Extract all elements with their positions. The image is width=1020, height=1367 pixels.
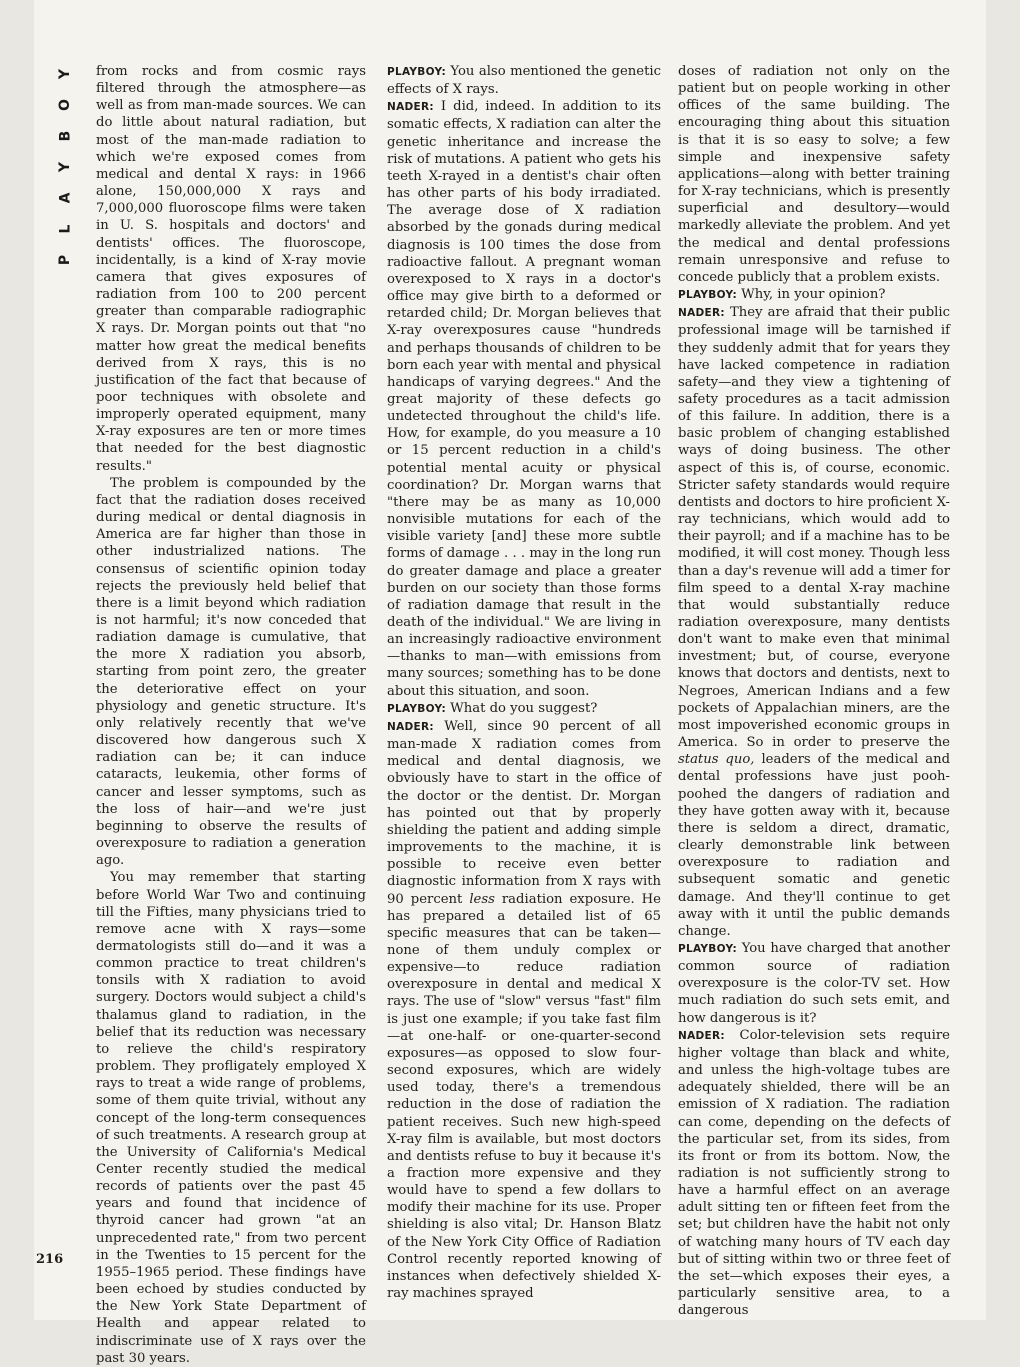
paragraph: The problem is compounded by the fact that the radiation doses received during medical or dental diagnosis in America are far higher than those in other industrialized nations. The consensus of scientific opinion today rejects the previously held belief that there is a limit beyond which radiation is not harmful; it's now conceded that radiation damage is cumulative, that the more X radiation you absorb, starting from point zero, the greater the deteriorative effect on your physiology and genetic structure. It's only relatively recently that we've discovered how dangerous such X radiation can be; it can induce cataracts, leukemia, other forms of cancer and lesser symptoms, such as the loss of hair—and we're just beginning to observe the results of overexposure to radiation a generation ago. xyxy=(96,475,366,869)
speaker-label: NADER: xyxy=(387,101,434,114)
speaker-label: PLAYBOY: xyxy=(387,66,446,78)
question-text: What do you suggest? xyxy=(450,700,598,716)
text-column-3 xyxy=(678,63,950,1319)
emphasis-text: less xyxy=(469,891,495,907)
running-head-letter: O xyxy=(57,99,73,111)
interview-question xyxy=(387,700,661,718)
interview-question xyxy=(678,940,950,1027)
running-head-letter: B xyxy=(56,130,73,142)
speaker-label: PLAYBOY: xyxy=(387,702,446,715)
interview-question xyxy=(678,286,950,304)
answer-text: I did, indeed. In addition to its somatic effects, X radiation can alter the genetic inheritance and increase the risk of mutations. A patient who gets his teeth X-rayed in a dentist's chair often has other parts of his body irradiated. The average dose of X radiation absorbed by the gonads during medical diagnosis is 100 times the dose from radioactive fallout. A pregnant woman overexposed to X rays in a doctor's office may give birth to a deformed or retarded child; Dr. Morgan believes that X-ray overexposures cause "hundreds and perhaps thousands of children to be born each year with mental and physical handicaps of varying degrees." And the great majority of these defects go undetected throughout the child's life. How, for example, do you measure a 10 or 15 percent reduction in a child's potential mental acuity or physical coordination? Dr. Morgan warns that "there may be as many as 10,000 nonvisible mutations for each of the visible variety [and] these more subtle forms of damage . . . may in the long run do greater damage and place a greater burden on our society than those forms of radiation damage that result in the death of the individual." We are living in an increasingly radioactive environment—thanks to man—with emissions from many sources; something has to be done about this situation, and soon. xyxy=(387,99,661,699)
question-text: You have charged that another common source of radiation overexposure is the color-TV set. How much radiation do such sets emit, and how dangerous is it? xyxy=(678,940,950,1026)
running-head xyxy=(52,66,78,268)
interview-answer xyxy=(387,718,661,1302)
text-column-2 xyxy=(387,63,661,1302)
running-head-letter: P xyxy=(56,254,73,266)
answer-text: radiation exposure. He has prepared a detailed list of 65 specific measures that can be taken—none of them unduly complex or expensive—to reduce radiation overexposure in dental and medical X rays. The use of "slow" versus "fast" film is just one example; if you take fast film—at one-half- or one-quarter-second exposures—as opposed to slow four-second exposures, which are widely used today, there's a tremendous reduction in the dose of radiation the patient receives. Such new high-speed X-ray film is available, but most doctors and dentists refuse to buy it because it's a fraction more expensive and they would have to spend a few dollars to modify their machine for its use. Proper shielding is also vital; Dr. Hanson Blatz of the New York City Office of Radiation Control recently reported knowing of instances when defectively shielded X-ray machines sprayed xyxy=(387,891,661,1302)
page-number: 216 xyxy=(36,1252,64,1267)
answer-text: Well, since 90 percent of all man-made X radiation comes from medical and dental diagnosis, we obviously have to start in the office of the doctor or the dentist. Dr. Morgan has pointed out that by properly shielding the patient and adding simple improvements to the machine, it is possible to receive even better diagnostic information from X rays with 90 percent xyxy=(387,718,661,907)
interview-answer xyxy=(678,304,950,940)
answer-text: Color-television sets require higher voltage than black and white, and unless the high-voltage tubes are adequately shielded, there will be an emission of X radiation. The radiation can come, depending on the defects of the particular set, from its sides, from its front or from its bottom. Now, the radiation is not sufficiently strong to have a harmful effect on an average adult sitting ten or fifteen feet from the set; but children have the habit not only of watching many hours of TV each day but of sitting within two or three feet of the set—which exposes their eyes, a particularly sensitive area, to a dangerous xyxy=(678,1027,950,1319)
paragraph: You may remember that starting before World War Two and continuing till the Fifties, many physicians tried to remove acne with X rays—some dermatologists still do—and it was a common practice to treat children's tonsils with X radiation to avoid surgery. Doctors would subject a child's thalamus gland to radiation, in the belief that its reduction was necessary to relieve the child's respiratory problem. They profligately employed X rays to treat a wide range of problems, some of them quite trivial, without any concept of the long-term consequences of such treatments. A research group at the University of California's Medical Center recently studied the medical records of patients over the past 45 years and found that incidence of thyroid cancer had grown "at an unprecedented rate," from two percent in the Twenties to 15 percent for the 1955–1965 period. These findings have been echoed by studies conducted by the New York State Department of Health and appear related to indiscriminate use of X rays over the past 30 years. xyxy=(96,870,366,1366)
paragraph: doses of radiation not only on the patient but on people working in other offices of the same building. The encouraging thing about this situation is that it is so easy to solve; a few simple and inexpensive safety applications—along with better training for X-ray technicians, which is presently superficial and desultory—would markedly alleviate the problem. And yet the medical and dental professions remain unresponsive and refuse to concede publicly that a problem exists. xyxy=(678,64,950,285)
running-head-letter: Y xyxy=(56,161,73,173)
running-head-letter: L xyxy=(56,224,73,234)
text-column-1 xyxy=(96,63,366,1367)
speaker-label: NADER: xyxy=(678,1029,725,1042)
question-text: Why, in your opinion? xyxy=(741,287,886,303)
emphasis-text: status quo, xyxy=(678,752,755,768)
interview-question xyxy=(387,63,661,98)
interview-answer xyxy=(387,98,661,699)
speaker-label: PLAYBOY: xyxy=(678,942,737,955)
answer-text: They are afraid that their public professional image will be tarnished if they suddenly admit that for years they have lacked competence in radiation safety—and they view a tightening of safety procedures as a tacit admission of this failure. In addition, there is a basic problem of changing established ways of doing business. The other aspect of this is, of course, economic. Stricter safety standards would require dentists and doctors to hire proficient X-ray technicians, which would add to their payroll; and if a machine has to be modified, it will cost money. Though less than a day's revenue will add a timer for film speed to a dental X-ray machine that would substantially reduce radiation overexposure, many dentists don't want to make even that minimal investment; but, of course, everyone knows that doctors and dentists, next to Negroes, American Indians and a few pockets of Appalachian miners, are the most impoverished economic groups in America. So in order to preserve the xyxy=(678,305,950,751)
speaker-label: PLAYBOY: xyxy=(678,289,737,302)
running-head-letter: Y xyxy=(56,68,73,80)
speaker-label: NADER: xyxy=(387,720,434,733)
running-head-letter: A xyxy=(57,192,73,204)
answer-text: leaders of the medical and dental professions have just pooh-poohed the dangers of radiation and they have gotten away with it, because there is seldom a direct, dramatic, clearly demonstrable link between overexposure to radiation and subsequent somatic and genetic damage. And they'll continue to get away with it until the public demands change. xyxy=(678,752,951,939)
paragraph: from rocks and from cosmic rays filtered through the atmosphere—as well as from man-made sources. We can do little about natural radiation, but most of the man-made radiation to which we're exposed comes from medical and dental X rays: in 1966 alone, 150,000,000 X rays and 7,000,000 fluoroscope films were taken in U. S. hospitals and doctors' and dentists' offices. The fluoroscope, incidentally, is a kind of X-ray movie camera that gives exposures of radiation from 100 to 200 percent greater than comparable radiographic X rays. Dr. Morgan points out that "no matter how great the medical benefits derived from X rays, this is no justification of the fact that because of poor techniques with obsolete and improperly operated equipment, many X-ray exposures are ten or more times that needed for the best diagnostic results." xyxy=(96,64,366,474)
question-text: You also mentioned the genetic effects of X rays. xyxy=(387,64,661,98)
speaker-label: NADER: xyxy=(678,307,725,320)
interview-answer xyxy=(678,1027,950,1320)
